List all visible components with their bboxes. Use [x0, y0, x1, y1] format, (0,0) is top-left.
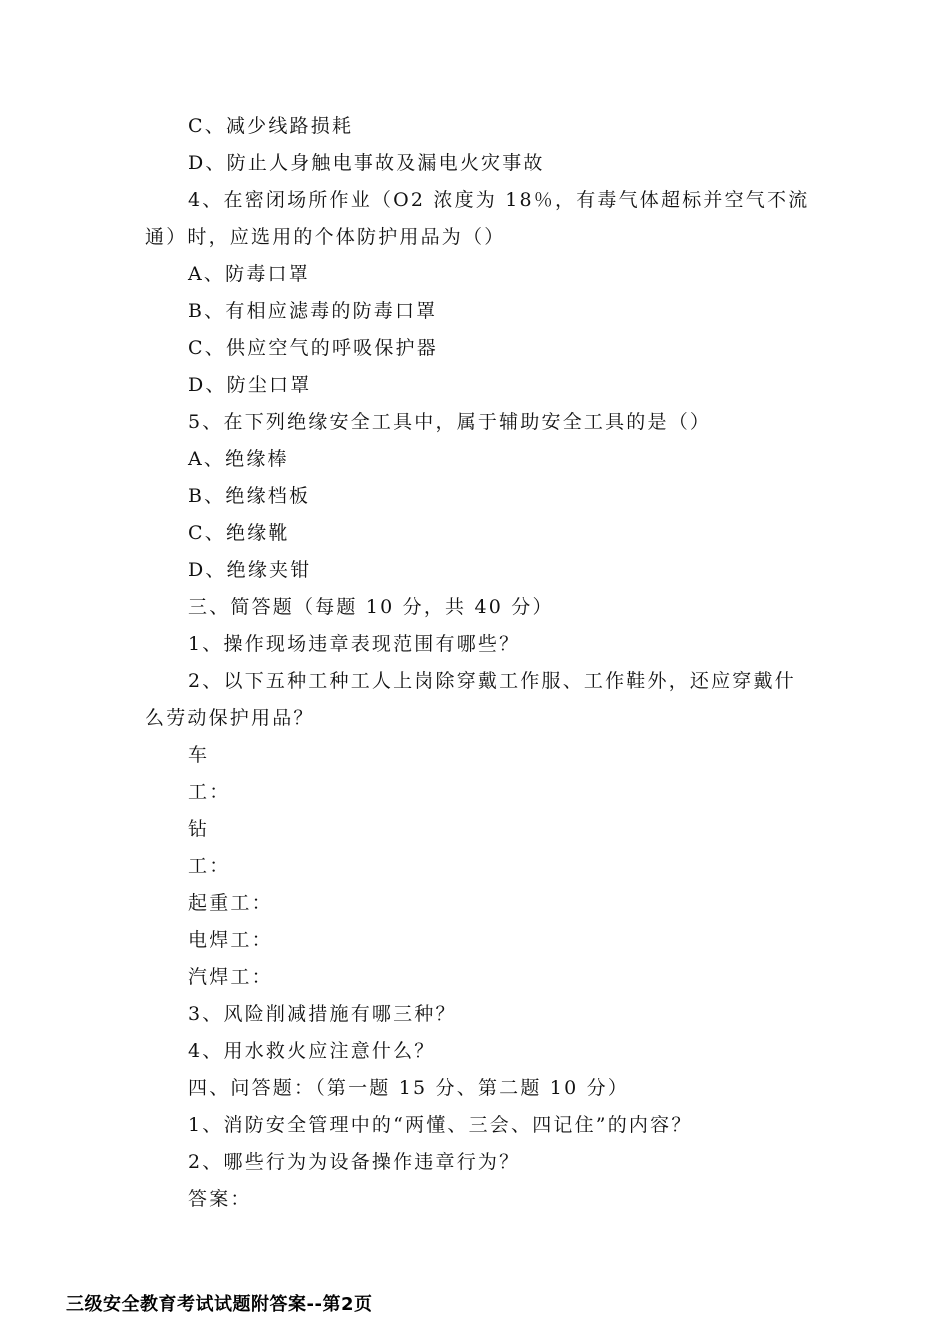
question-4-line-2: 通）时，应选用的个体防护用品为（） — [145, 226, 506, 248]
option-c-q4: C、供应空气的呼吸保护器 — [188, 337, 438, 359]
option-a-q5: A、绝缘棒 — [188, 448, 289, 470]
section-heading-short-answer: 三、简答题（每题 10 分，共 40 分） — [188, 596, 554, 618]
option-d-q4: D、防尘口罩 — [188, 374, 312, 396]
page-footer: 三级安全教育考试试题附答案--第2页 — [66, 1294, 373, 1315]
question-5: 5、在下列绝缘安全工具中，属于辅助安全工具的是（） — [188, 411, 712, 433]
essay-question-2: 2、哪些行为为设备操作违章行为？ — [188, 1151, 521, 1173]
option-c-q3: C、减少线路损耗 — [188, 115, 354, 137]
option-b-q5: B、绝缘档板 — [188, 485, 311, 507]
job-lathe-2: 工： — [188, 781, 231, 803]
job-crane: 起重工： — [188, 892, 273, 914]
job-lathe-1: 车 — [188, 744, 210, 766]
section-heading-essay: 四、问答题：（第一题 15 分、第二题 10 分） — [188, 1077, 630, 1099]
question-4-line-1: 4、在密闭场所作业（O2 浓度为 18％，有毒气体超标并空气不流 — [188, 189, 810, 211]
job-drill-2: 工： — [188, 855, 231, 877]
option-d-q5: D、绝缘夹钳 — [188, 559, 312, 581]
job-electric-welder: 电焊工： — [188, 929, 273, 951]
option-a-q4: A、防毒口罩 — [188, 263, 310, 285]
short-answer-3: 3、风险削减措施有哪三种？ — [188, 1003, 457, 1025]
job-drill-1: 钻 — [188, 818, 210, 840]
option-b-q4: B、有相应滤毒的防毒口罩 — [188, 300, 438, 322]
short-answer-2-line-1: 2、以下五种工种工人上岗除穿戴工作服、工作鞋外，还应穿戴什 — [188, 670, 796, 692]
short-answer-4: 4、用水救火应注意什么？ — [188, 1040, 436, 1062]
option-c-q5: C、绝缘靴 — [188, 522, 290, 544]
option-d-q3: D、防止人身触电事故及漏电火灾事故 — [188, 152, 545, 174]
job-gas-welder: 汽焊工： — [188, 966, 273, 988]
answer-heading: 答案： — [188, 1188, 252, 1210]
short-answer-2-line-2: 么劳动保护用品？ — [145, 707, 315, 729]
short-answer-1: 1、操作现场违章表现范围有哪些？ — [188, 633, 521, 655]
essay-question-1: 1、消防安全管理中的“两懂、三会、四记住”的内容？ — [188, 1114, 693, 1136]
